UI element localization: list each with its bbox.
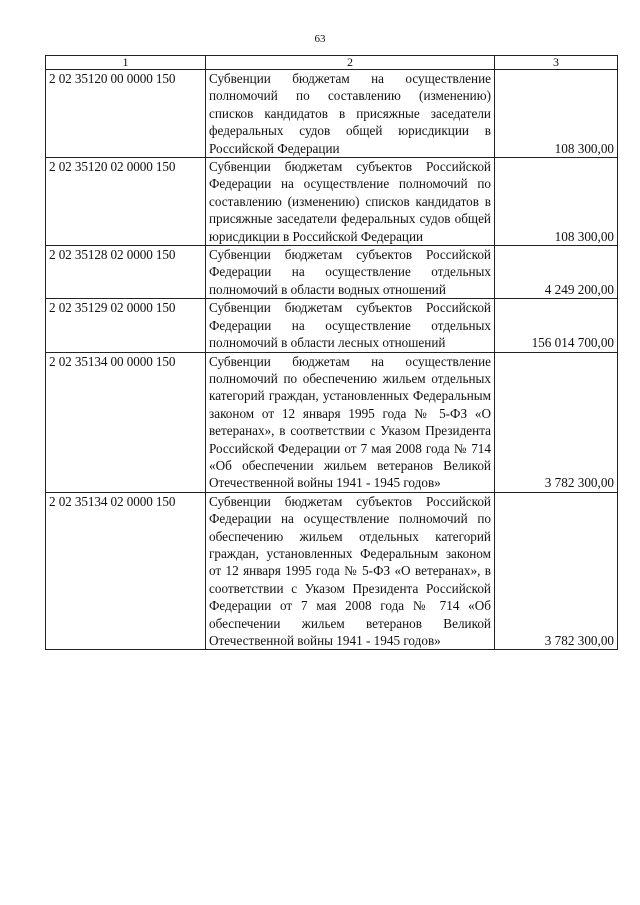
description-cell: Субвенции бюджетам субъектов Российской Федерации на осуществление отдельных полномочий в области лесных отношений <box>206 299 495 352</box>
description-cell: Субвенции бюджетам субъектов Российской Федерации на осуществление полномочий по обеспечению жильем отдельных категорий граждан, установленных Федеральным законом от 12 января 1995 года № 5-ФЗ «О ветеранах», в соответствии с Указом Президента Российской Федерации от 7 мая 2008 года № 714 «Об обеспечении жильем ветеранов Великой Отечественной войны 1941 - 1945 годов» <box>206 492 495 650</box>
table-row <box>46 299 618 352</box>
page-number: 63 <box>314 33 326 45</box>
amount-cell: 108 300,00 <box>495 158 618 246</box>
amount-cell: 108 300,00 <box>495 70 618 158</box>
description-cell: Субвенции бюджетам на осуществление полномочий по составлению (изменению) списков кандидатов в присяжные заседатели федеральных судов общей юрисдикции в Российской Федерации <box>206 70 495 158</box>
budget-code-cell: 2 02 35134 00 0000 150 <box>46 352 206 492</box>
table-row <box>46 158 618 246</box>
budget-revenue-table <box>45 55 618 650</box>
table-header-row <box>46 56 618 70</box>
amount-cell: 4 249 200,00 <box>495 246 618 299</box>
description-cell: Субвенции бюджетам субъектов Российской Федерации на осуществление полномочий по составлению (изменению) списков кандидатов в присяжные заседатели федеральных судов общей юрисдикции в Российской Федерации <box>206 158 495 246</box>
column-header-amount: 3 <box>495 56 618 70</box>
column-header-code: 1 <box>46 56 206 70</box>
budget-code-cell: 2 02 35120 02 0000 150 <box>46 158 206 246</box>
description-cell: Субвенции бюджетам субъектов Российской Федерации на осуществление отдельных полномочий в области водных отношений <box>206 246 495 299</box>
table-row <box>46 492 618 650</box>
table-row <box>46 246 618 299</box>
description-cell: Субвенции бюджетам на осуществление полномочий по обеспечению жильем отдельных категорий граждан, установленных Федеральным законом от 12 января 1995 года № 5-ФЗ «О ветеранах», в соответствии с Указом Президента Российской Федерации от 7 мая 2008 года № 714 «Об обеспечении жильем ветеранов Великой Отечественной войны 1941 - 1945 годов» <box>206 352 495 492</box>
amount-cell: 3 782 300,00 <box>495 492 618 650</box>
table-row <box>46 352 618 492</box>
amount-cell: 3 782 300,00 <box>495 352 618 492</box>
column-header-description: 2 <box>206 56 495 70</box>
budget-code-cell: 2 02 35120 00 0000 150 <box>46 70 206 158</box>
amount-cell: 156 014 700,00 <box>495 299 618 352</box>
budget-code-cell: 2 02 35134 02 0000 150 <box>46 492 206 650</box>
budget-code-cell: 2 02 35128 02 0000 150 <box>46 246 206 299</box>
table-row <box>46 70 618 158</box>
budget-code-cell: 2 02 35129 02 0000 150 <box>46 299 206 352</box>
